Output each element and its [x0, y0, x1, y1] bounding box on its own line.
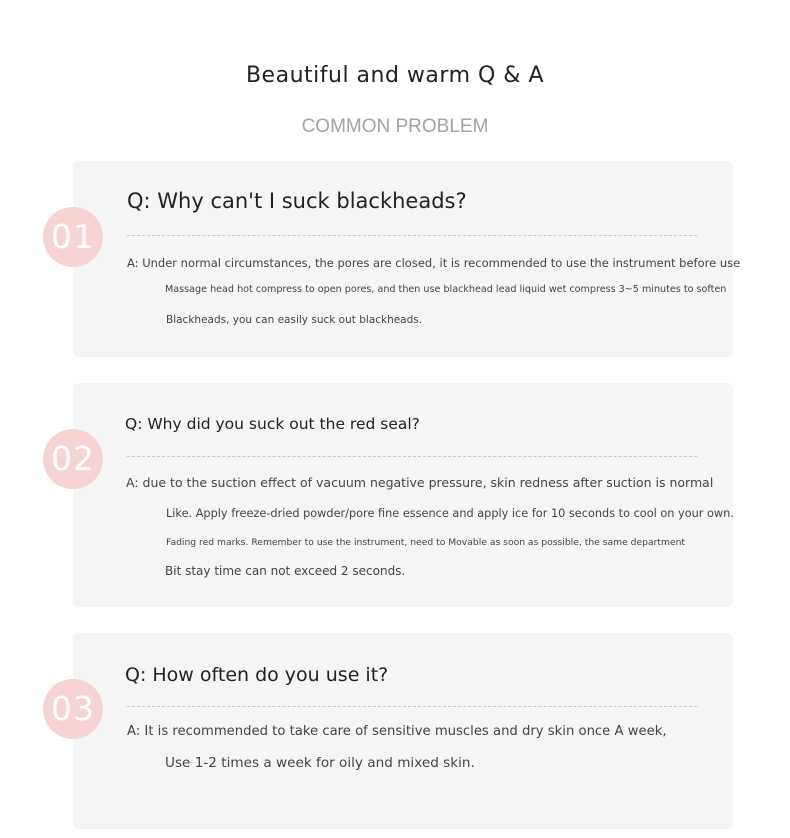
faq-answer-line: Use 1-2 times a week for oily and mixed skin. — [165, 755, 475, 771]
page-title: Beautiful and warm Q & A — [245, 63, 545, 88]
faq-card-3 — [73, 633, 733, 829]
faq-question: Q: How often do you use it? — [125, 664, 389, 686]
faq-question: Q: Why can't I suck blackheads? — [127, 189, 467, 213]
faq-answer-line: Bit stay time can not exceed 2 seconds. — [165, 564, 406, 578]
page-subtitle: COMMON PROBLEM — [301, 116, 489, 137]
faq-answer-line: A: due to the suction effect of vacuum negative pressure, skin redness after suction is normal — [126, 475, 714, 490]
faq-answer-line: Like. Apply freeze-dried powder/pore fine essence and apply ice for 10 seconds to cool on your own. — [166, 507, 734, 520]
faq-answer-line: A: It is recommended to take care of sensitive muscles and dry skin once A week, — [127, 724, 667, 739]
dashed-divider — [127, 456, 697, 457]
faq-answer-line: Blackheads, you can easily suck out blackheads. — [166, 314, 423, 326]
faq-number-badge: 01 — [43, 207, 103, 267]
faq-answer-line: A: Under normal circumstances, the pores are closed, it is recommended to use the instrument before use — [127, 256, 741, 270]
faq-number-badge: 02 — [43, 429, 103, 489]
faq-card-1 — [73, 161, 741, 357]
dashed-divider — [127, 235, 697, 236]
faq-question: Q: Why did you suck out the red seal? — [125, 415, 420, 433]
faq-answer-line: Massage head hot compress to open pores, and then use blackhead lead liquid wet compress 3~5 minutes to soften — [165, 284, 727, 295]
faq-card-2 — [73, 383, 733, 607]
faq-number-badge: 03 — [43, 679, 103, 739]
dashed-divider — [127, 706, 697, 707]
faq-answer-line: Fading red marks. Remember to use the instrument, need to Movable as soon as possible, the same department — [166, 537, 686, 548]
